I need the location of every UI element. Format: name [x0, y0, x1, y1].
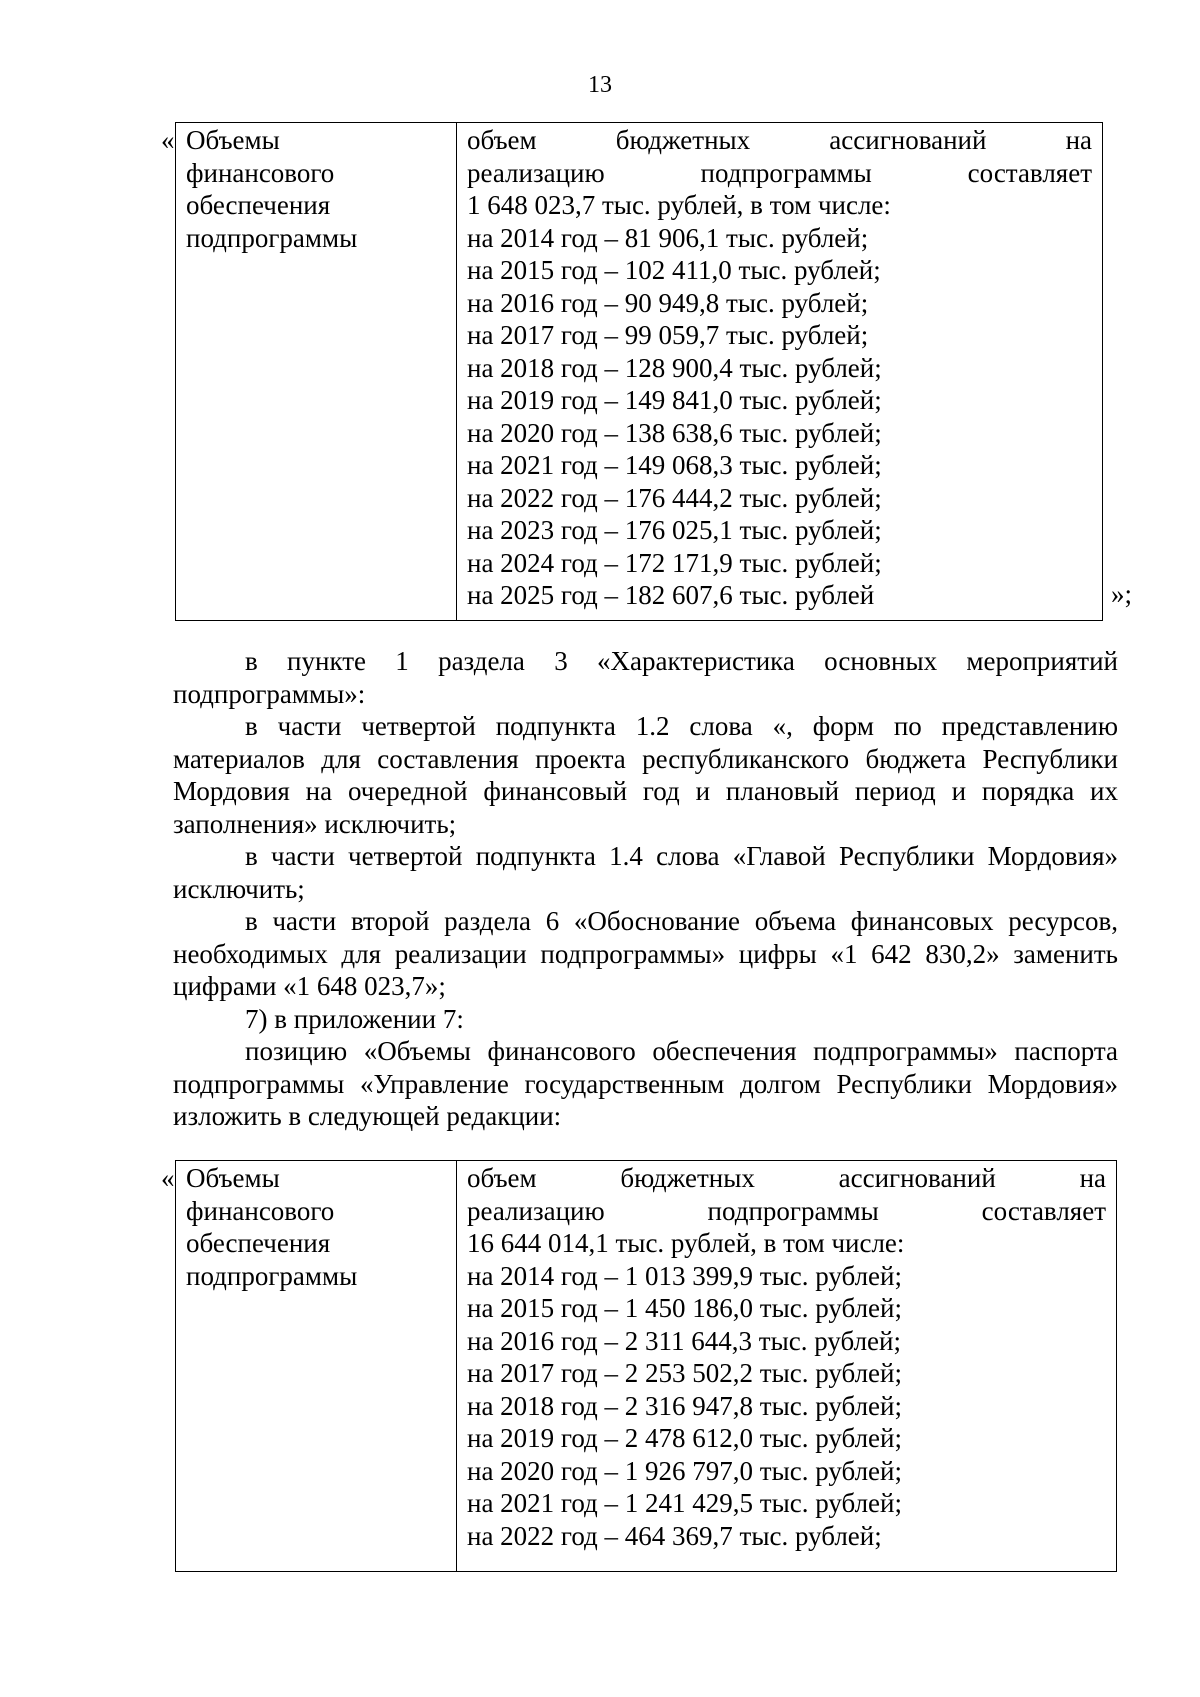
table2-year-line: на 2019 год – 2 478 612,0 тыс. рублей;: [467, 1423, 902, 1453]
paragraph: позицию «Объемы финансового обеспечения подпрограммы» паспорта подпрограммы «Управление государственным долгом Республики Мордовия» изложить в следующей редакции:: [173, 1036, 1118, 1131]
table1-year-line: на 2021 год – 149 068,3 тыс. рублей;: [467, 450, 882, 480]
table1-year-line: на 2020 год – 138 638,6 тыс. рублей;: [467, 417, 882, 448]
table2-year-line: на 2017 год – 2 253 502,2 тыс. рублей;: [467, 1358, 902, 1388]
table2-label-line: подпрограммы: [186, 1260, 358, 1291]
paragraph: в пункте 1 раздела 3 «Характеристика основных мероприятий подпрограммы»:: [173, 646, 1118, 709]
table2-year-line: на 2020 год – 1 926 797,0 тыс. рублей;: [467, 1455, 902, 1486]
table2-label-line: обеспечения: [186, 1228, 331, 1258]
table1-label-cell: [176, 123, 457, 621]
table2-total-line: 16 644 014,1 тыс. рублей, в том числе:: [467, 1228, 905, 1258]
table2-year-line: на 2015 год – 1 450 186,0 тыс. рублей;: [467, 1293, 902, 1323]
table1-label-line: обеспечения: [186, 190, 331, 220]
table2-year-line: на 2018 год – 2 316 947,8 тыс. рублей;: [467, 1390, 902, 1421]
table2-year-line: на 2021 год – 1 241 429,5 тыс. рублей;: [467, 1488, 902, 1518]
table1-total-line: 1 648 023,7 тыс. рублей, в том числе:: [467, 190, 891, 220]
table2-year-line: на 2014 год – 1 013 399,9 тыс. рублей;: [467, 1260, 902, 1291]
table2-year-line: на 2022 год – 464 369,7 тыс. рублей;: [467, 1520, 882, 1551]
table1-year-line: на 2017 год – 99 059,7 тыс. рублей;: [467, 320, 869, 350]
table2-open-quote: «: [161, 1163, 175, 1193]
table1-year-line: на 2024 год – 172 171,9 тыс. рублей;: [467, 547, 882, 578]
table1-year-line: на 2014 год – 81 906,1 тыс. рублей;: [467, 222, 869, 253]
table1-close-quote: »;: [1111, 579, 1133, 609]
table1-year-line: на 2025 год – 182 607,6 тыс. рублей: [467, 580, 875, 610]
amendment-text: [173, 645, 1118, 1133]
table1-intro-line: реализацию подпрограммы составляет: [467, 157, 1092, 188]
table1-year-line: на 2016 год – 90 949,8 тыс. рублей;: [467, 287, 869, 318]
table2-label-line: финансового: [186, 1195, 335, 1226]
passport-table-1: [175, 122, 1103, 621]
table2-intro-line: реализацию подпрограммы составляет: [467, 1195, 1106, 1226]
table1-year-line: на 2023 год – 176 025,1 тыс. рублей;: [467, 515, 882, 545]
page-number: 13: [588, 72, 612, 98]
table1-intro-line: объем бюджетных ассигнований на: [467, 125, 1092, 155]
paragraph: в части четвертой подпункта 1.4 слова «Главой Республики Мордовия» исключить;: [173, 841, 1118, 904]
table1-label-line: Объемы: [186, 125, 280, 155]
table2-value-cell: [457, 1161, 1117, 1572]
table1-label-line: финансового: [186, 157, 335, 188]
table1-year-line: на 2019 год – 149 841,0 тыс. рублей;: [467, 385, 882, 415]
paragraph: в части второй раздела 6 «Обоснование объема финансовых ресурсов, необходимых для реализации подпрограммы» цифры «1 642 830,2» заменить цифрами «1 648 023,7»;: [173, 906, 1118, 1001]
passport-table-2: [175, 1160, 1117, 1572]
table1-open-quote: «: [161, 125, 175, 155]
table2-intro-line: объем бюджетных ассигнований на: [467, 1163, 1106, 1193]
table1-year-line: на 2018 год – 128 900,4 тыс. рублей;: [467, 352, 882, 383]
table1-year-line: на 2022 год – 176 444,2 тыс. рублей;: [467, 482, 882, 513]
table2-label-line: Объемы: [186, 1163, 280, 1193]
table1-label-line: подпрограммы: [186, 222, 358, 253]
table1-value-cell: [457, 123, 1103, 621]
table1-year-line: на 2015 год – 102 411,0 тыс. рублей;: [467, 255, 881, 285]
paragraph: 7) в приложении 7:: [245, 1003, 464, 1034]
table2-year-line: на 2016 год – 2 311 644,3 тыс. рублей;: [467, 1325, 901, 1356]
table2-label-cell: [176, 1161, 457, 1572]
paragraph: в части четвертой подпункта 1.2 слова «, форм по представлению материалов для составления проекта республиканского бюджета Республики Мордовия на очередной финансовый год и плановый период и порядка их заполнения» исключить;: [173, 711, 1118, 839]
